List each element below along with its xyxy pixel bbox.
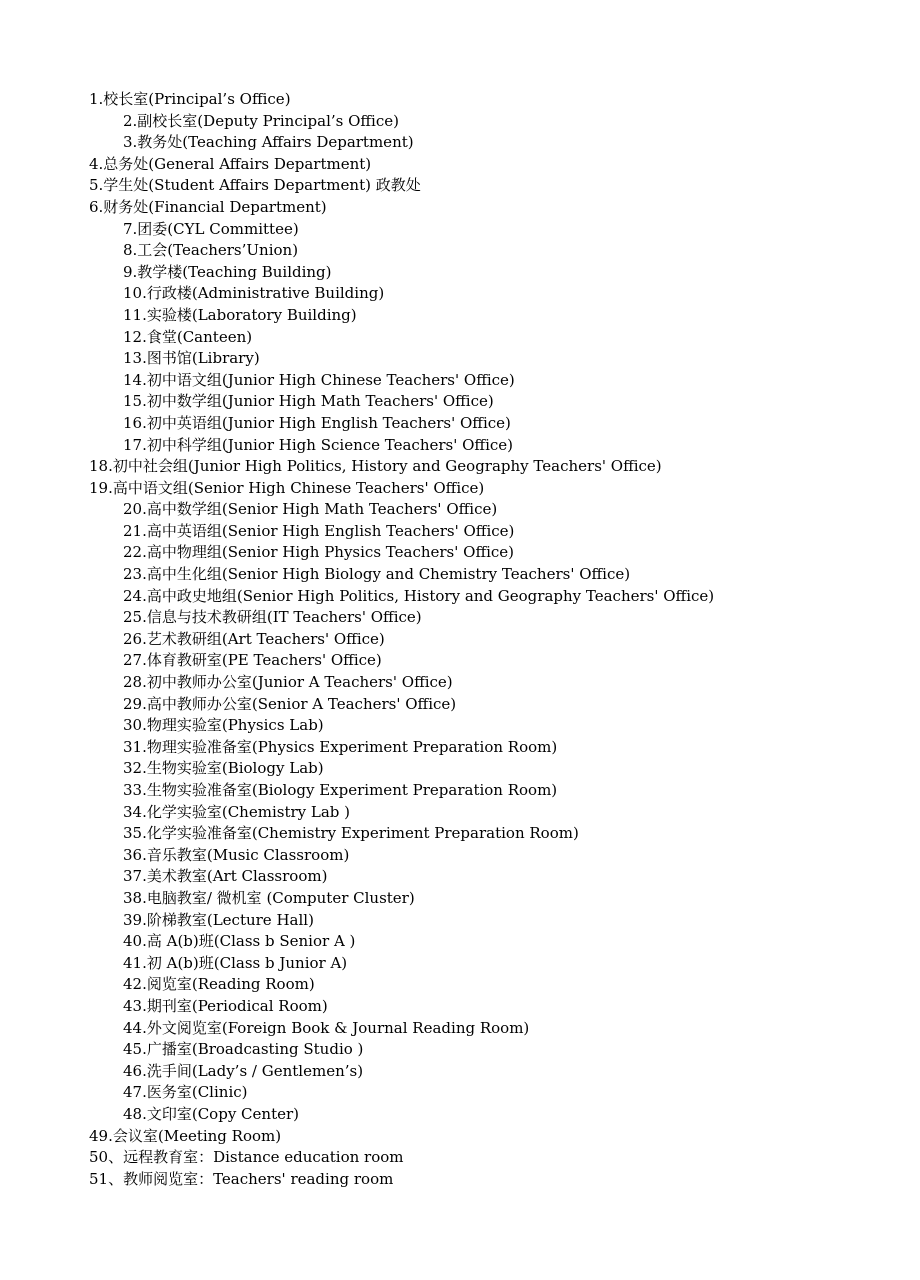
- list-item: 6.财务处(Financial Department): [89, 197, 327, 216]
- list-item: 15.初中数学组(Junior High Math Teachers' Office): [123, 392, 494, 411]
- list-item: 20.高中数学组(Senior High Math Teachers' Office): [123, 500, 498, 519]
- list-item: 42.阅览室(Reading Room): [123, 975, 315, 994]
- list-item: 31.物理实验准备室(Physics Experiment Preparation Room): [123, 737, 558, 756]
- list-item: 51、教师阅览室：Teachers' reading room: [89, 1169, 394, 1188]
- list-item: 29.高中教师办公室(Senior A Teachers' Office): [123, 694, 457, 713]
- list-item: 32.生物实验室(Biology Lab): [123, 759, 324, 778]
- list-item: 2.副校长室(Deputy Principal’s Office): [123, 111, 399, 130]
- list-item: 47.医务室(Clinic): [123, 1083, 248, 1102]
- list-item: 35.化学实验准备室(Chemistry Experiment Preparation Room): [123, 824, 579, 843]
- list-item: 38.电脑教室/ 微机室 (Computer Cluster): [123, 888, 415, 907]
- list-item: 23.高中生化组(Senior High Biology and Chemistry Teachers' Office): [123, 565, 631, 584]
- list-item: 7.团委(CYL Committee): [123, 219, 299, 238]
- list-item: 12.食堂(Canteen): [123, 327, 253, 346]
- list-item: 5.学生处(Student Affairs Department) 政教处: [89, 176, 421, 195]
- list-item: 48.文印室(Copy Center): [123, 1104, 300, 1123]
- list-item: 16.初中英语组(Junior High English Teachers' Office): [123, 413, 511, 432]
- list-item: 43.期刊室(Periodical Room): [123, 996, 328, 1015]
- list-item: 10.行政楼(Administrative Building): [123, 284, 385, 303]
- list-item: 19.高中语文组(Senior High Chinese Teachers' Office): [89, 478, 485, 497]
- list-item: 37.美术教室(Art Classroom): [123, 867, 328, 886]
- list-item: 50、远程教育室：Distance education room: [89, 1148, 404, 1167]
- list-item: 39.阶梯教室(Lecture Hall): [123, 910, 314, 929]
- list-item: 18.初中社会组(Junior High Politics, History and Geography Teachers' Office): [89, 457, 662, 476]
- list-item: 26.艺术教研组(Art Teachers' Office): [123, 629, 385, 648]
- list-item: 33.生物实验准备室(Biology Experiment Preparation Room): [123, 781, 558, 799]
- list-item: 4.总务处(General Affairs Department): [89, 154, 372, 173]
- list-item: 36.音乐教室(Music Classroom): [123, 845, 350, 864]
- list-item: 49.会议室(Meeting Room): [89, 1126, 282, 1145]
- list-item: 9.教学楼(Teaching Building): [123, 262, 332, 281]
- list-item: 21.高中英语组(Senior High English Teachers' Office): [123, 521, 515, 540]
- list-item: 8.工会(Teachers’Union): [123, 241, 299, 260]
- list-item: 14.初中语文组(Junior High Chinese Teachers' Office): [123, 370, 515, 389]
- document-page: [0, 89, 920, 1190]
- list-item: 17.初中科学组(Junior High Science Teachers' Office): [123, 435, 514, 454]
- list-item: 22.高中物理组(Senior High Physics Teachers' Office): [123, 543, 515, 562]
- list-item: 27.体育教研室(PE Teachers' Office): [123, 651, 382, 670]
- list-item: 24.高中政史地组(Senior High Politics, History and Geography Teachers' Office): [123, 586, 715, 605]
- list-item: 25.信息与技术教研组(IT Teachers' Office): [123, 608, 422, 627]
- list-item: 1.校长室(Principal’s Office): [89, 90, 291, 108]
- list-item: 41.初 A(b)班(Class b Junior A): [123, 953, 348, 972]
- list-item: 44.外文阅览室(Foreign Book & Journal Reading Room): [123, 1018, 530, 1037]
- list-item: 30.物理实验室(Physics Lab): [123, 716, 324, 735]
- list-item: 11.实验楼(Laboratory Building): [123, 305, 357, 324]
- list-item: 40.高 A(b)班(Class b Senior A ): [123, 932, 356, 951]
- list-item: 46.洗手间(Lady’s / Gentlemen’s): [123, 1061, 364, 1080]
- list-item: 45.广播室(Broadcasting Studio ): [123, 1040, 364, 1059]
- list-item: 28.初中教师办公室(Junior A Teachers' Office): [123, 673, 453, 692]
- list-item: 3.教务处(Teaching Affairs Department): [123, 133, 414, 152]
- list-item: 34.化学实验室(Chemistry Lab ): [123, 802, 351, 821]
- list-item: 13.图书馆(Library): [123, 349, 260, 368]
